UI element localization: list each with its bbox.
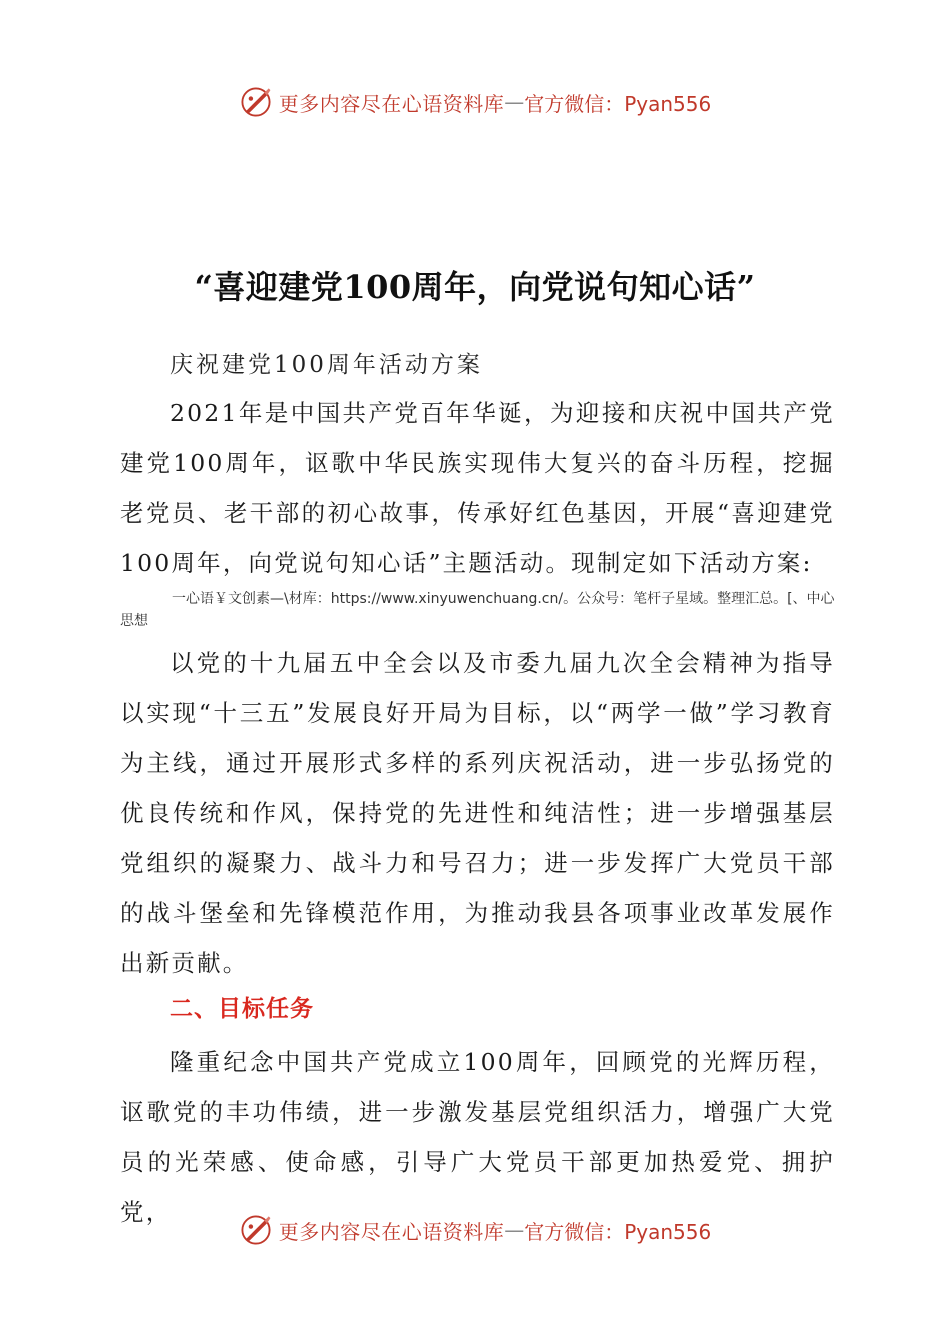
banner-separator: —: [504, 90, 525, 114]
source-note: 一心语￥文创素—\材库：https://www.xinyuwenchuang.cn/。公众号：笔杆子星域。整理汇总。[、中心思想: [120, 591, 835, 629]
section-heading-goals: 二、目标任务: [170, 996, 314, 1022]
pen-logo-icon: [239, 85, 273, 119]
banner-wechat: 官方微信：Pyan556: [524, 91, 712, 116]
banner-text: 更多内容尽在心语资料库: [278, 1219, 505, 1244]
footer-banner: [0, 1208, 950, 1252]
document-title: “喜迎建党100周年，向党说句知心话”: [194, 268, 756, 306]
goals-paragraph: 隆重纪念中国共产党成立100周年，回顾党的光辉历程，讴歌党的丰功伟绩，进一步激发基层党组织活力，增强广大党员的光荣感、使命感，引导广大党员干部更加热爱党、拥护党，: [120, 1048, 835, 1226]
guiding-paragraph: 以党的十九届五中全会以及市委九届九次全会精神为指导以实现“十三五”发展良好开局为目标，以“两学一做”学习教育为主线，通过开展形式多样的系列庆祝活动，进一步弘扬党的优良传统和作风，保持党的先进性和纯洁性；进一步增强基层党组织的凝聚力、战斗力和号召力；进一步发挥广大党员干部的战斗堡垒和先锋模范作用，为推动我县各项事业改革发展作出新贡献。: [120, 649, 835, 977]
pen-logo-icon: [239, 1213, 273, 1247]
document-subtitle: 庆祝建党100周年活动方案: [170, 352, 483, 378]
banner-text: 更多内容尽在心语资料库: [278, 91, 505, 116]
header-banner: [0, 80, 950, 124]
banner-separator: —: [504, 1218, 525, 1242]
banner-wechat: 官方微信：Pyan556: [524, 1219, 712, 1244]
intro-paragraph: 2021年是中国共产党百年华诞，为迎接和庆祝中国共产党建党100周年，讴歌中华民族实现伟大复兴的奋斗历程，挖掘老党员、老干部的初心故事，传承好红色基因，开展“喜迎建党100周年，向党说句知心话”主题活动。现制定如下活动方案:: [120, 399, 835, 577]
